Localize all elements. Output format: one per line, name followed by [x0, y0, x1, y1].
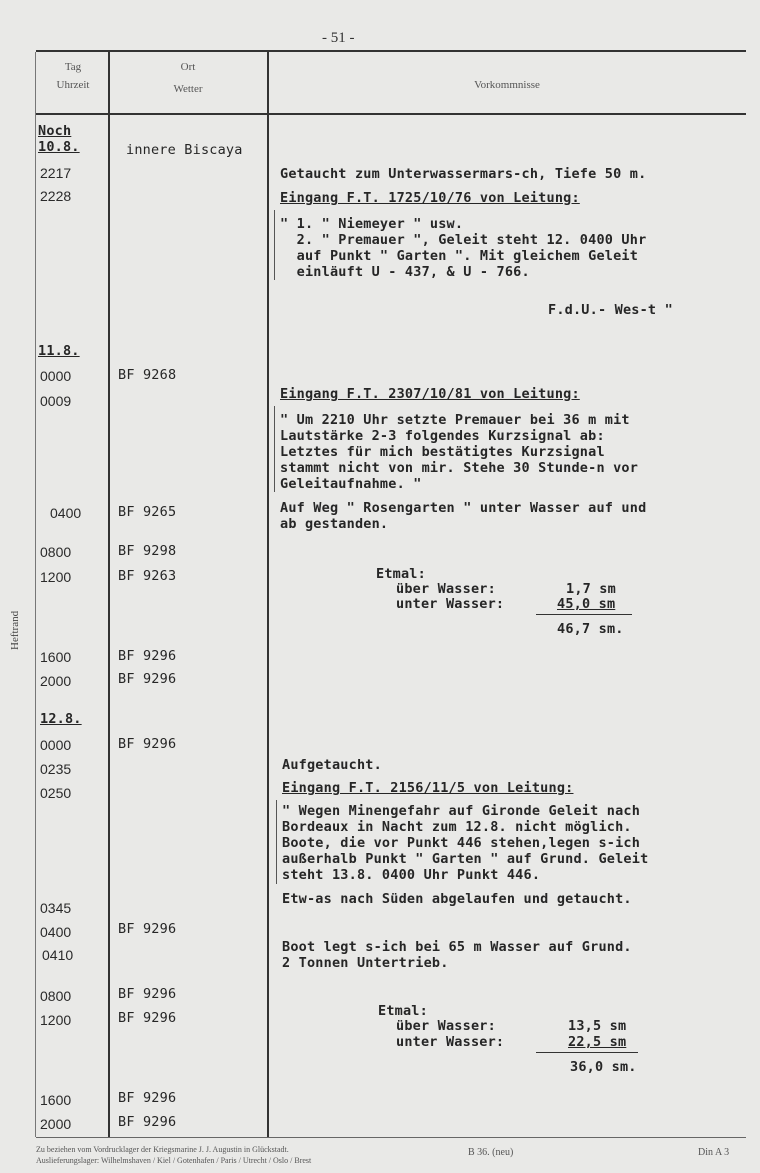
etmal-total: 36,0 sm. [570, 1059, 637, 1075]
message-line: 2. " Premauer ", Geleit steht 12. 0400 Uhr [280, 232, 647, 248]
left-margin-line [35, 52, 36, 1137]
message-line: " Um 2210 Uhr setzte Premauer bei 36 m mit [280, 412, 630, 428]
etmal-under-label: unter Wasser: [396, 1034, 505, 1050]
position-bf9296: BF 9296 [118, 986, 177, 1002]
position-bf9296: BF 9296 [118, 1114, 177, 1130]
time-2000a: 2000 [40, 673, 72, 689]
event-text: Aufgetaucht. [282, 757, 382, 773]
sum-line [536, 614, 632, 615]
etmal-label: Etmal: [378, 1003, 428, 1019]
etmal-over-value: 1,7 sm [566, 581, 616, 597]
message-line: einläuft U - 437, & U - 766. [280, 264, 530, 280]
message-line: auf Punkt " Garten ". Mit gleichem Geleit [280, 248, 639, 264]
etmal-label: Etmal: [376, 566, 426, 582]
etmal-over-label: über Wasser: [396, 581, 496, 597]
position-bf9268: BF 9268 [118, 367, 177, 383]
event-heading: Eingang F.T. 2156/11/5 von Leitung: [282, 780, 574, 796]
header-ort: Ort [180, 61, 196, 73]
header-uhrzeit: Uhrzeit [56, 79, 90, 91]
message-line: Letztes für mich bestätigtes Kurzsignal [280, 444, 605, 460]
footer-form-number: B 36. (neu) [468, 1147, 514, 1158]
message-line: Boote, die vor Punkt 446 stehen,legen s-ich [282, 835, 641, 851]
position-bf9296: BF 9296 [118, 736, 177, 752]
etmal-total: 46,7 sm. [557, 621, 624, 637]
time-1200a: 1200 [40, 569, 72, 585]
header-vorkommnisse: Vorkommnisse [474, 79, 540, 91]
top-border [36, 50, 746, 52]
position-bf9298: BF 9298 [118, 543, 177, 559]
message-line: stammt nicht von mir. Stehe 30 Stunde-n vor [280, 460, 639, 476]
message-line: steht 13.8. 0400 Uhr Punkt 446. [282, 867, 541, 883]
bottom-border [36, 1137, 746, 1138]
event-text: Boot legt s-ich bei 65 m Wasser auf Grund. [282, 939, 632, 955]
header-divider [36, 113, 746, 115]
sum-line [536, 1052, 638, 1053]
time-0000b: 0000 [40, 737, 72, 753]
date-10-8: 10.8. [38, 139, 80, 155]
time-0410: 0410 [42, 947, 74, 963]
time-1600b: 1600 [40, 1092, 72, 1108]
time-1600a: 1600 [40, 649, 72, 665]
event-text: Getaucht zum Unterwassermars-ch, Tiefe 50 m. [280, 166, 647, 182]
time-2228: 2228 [40, 188, 72, 204]
header-tag: Tag [64, 61, 82, 73]
time-2000b: 2000 [40, 1116, 72, 1132]
time-2217: 2217 [40, 165, 72, 181]
event-text: Auf Weg " Rosengarten " unter Wasser auf und [280, 500, 647, 516]
message-signature: F.d.U.- Wes-t " [548, 302, 673, 318]
side-label: Heftrand [9, 610, 21, 650]
date-noch: Noch [38, 123, 72, 139]
event-text: ab gestanden. [280, 516, 389, 532]
etmal-under-value: 45,0 sm [557, 596, 616, 612]
position-bf9296: BF 9296 [118, 648, 177, 664]
event-heading: Eingang F.T. 2307/10/81 von Leitung: [280, 386, 580, 402]
etmal-over-label: über Wasser: [396, 1018, 496, 1034]
message-bracket [276, 800, 277, 884]
time-0400b: 0400 [40, 924, 72, 940]
message-line: " 1. " Niemeyer " usw. [280, 216, 464, 232]
time-0250: 0250 [40, 785, 72, 801]
message-line: " Wegen Minengefahr auf Gironde Geleit nach [282, 803, 641, 819]
position-bf9296: BF 9296 [118, 671, 177, 687]
footer-printer-line2: Auslieferungslager: Wilhelmshaven / Kiel / Gotenhafen / Paris / Utrecht / Oslo / Brest [36, 1156, 312, 1165]
position-bf9296: BF 9296 [118, 1090, 177, 1106]
message-bracket [274, 210, 275, 280]
header-wetter: Wetter [173, 83, 203, 95]
event-text: Etw-as nach Süden abgelaufen und getaucht. [282, 891, 632, 907]
position-bf9265: BF 9265 [118, 504, 177, 520]
time-0400a: 0400 [50, 505, 82, 521]
message-line: Lautstärke 2-3 folgendes Kurzsignal ab: [280, 428, 605, 444]
time-0235: 0235 [40, 761, 72, 777]
event-text: 2 Tonnen Untertrieb. [282, 955, 449, 971]
event-heading: Eingang F.T. 1725/10/76 von Leitung: [280, 190, 580, 206]
date-12-8: 12.8. [40, 711, 82, 727]
date-11-8: 11.8. [38, 343, 80, 359]
etmal-under-value: 22,5 sm [568, 1034, 627, 1050]
message-line: Bordeaux in Nacht zum 12.8. nicht möglich. [282, 819, 632, 835]
column-divider-1 [108, 52, 110, 1137]
position-bf9296: BF 9296 [118, 921, 177, 937]
footer-printer-line1: Zu beziehen vom Vordrucklager der Kriegsmarine J. J. Augustin in Glückstadt. [36, 1145, 289, 1154]
time-0000a: 0000 [40, 368, 72, 384]
time-1200b: 1200 [40, 1012, 72, 1028]
time-0009: 0009 [40, 393, 72, 409]
message-line: außerhalb Punkt " Garten " auf Grund. Geleit [282, 851, 649, 867]
column-divider-2 [267, 52, 269, 1137]
etmal-under-label: unter Wasser: [396, 596, 505, 612]
message-bracket [274, 406, 275, 492]
page-number: - 51 - [322, 30, 355, 46]
time-0800a: 0800 [40, 544, 72, 560]
time-0800b: 0800 [40, 988, 72, 1004]
position-bf9263: BF 9263 [118, 568, 177, 584]
footer-din: Din A 3 [698, 1147, 730, 1158]
message-line: Geleitaufnahme. " [280, 476, 422, 492]
location-biscaya: innere Biscaya [126, 142, 243, 158]
etmal-over-value: 13,5 sm [568, 1018, 627, 1034]
time-0345: 0345 [40, 900, 72, 916]
position-bf9296: BF 9296 [118, 1010, 177, 1026]
